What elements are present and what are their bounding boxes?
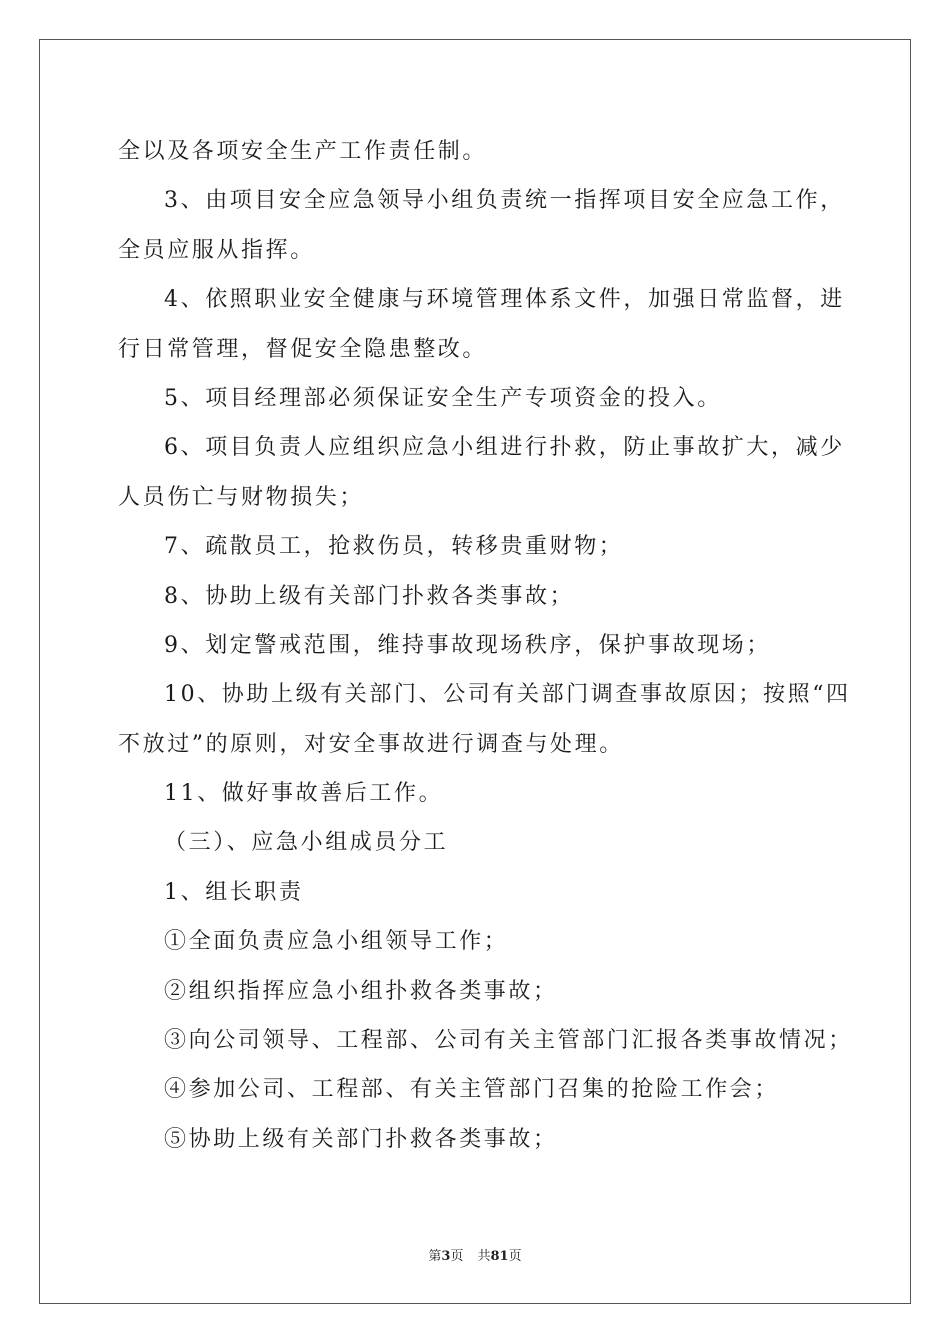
text-line: 全以及各项安全生产工作责任制。 — [118, 139, 488, 164]
text-line: 7、疏散员工，抢救伤员，转移贵重财物； — [164, 534, 624, 560]
text-line: 5、项目经理部必须保证安全生产专项资金的投入。 — [164, 385, 722, 411]
text-line: 9、划定警戒范围，维持事故现场秩序，保护事故现场； — [164, 632, 771, 658]
text-line: 不放过”的原则，对安全事故进行调查与处理。 — [118, 731, 624, 757]
text-line: 4、依照职业安全健康与环境管理体系文件，加强日常监督，进 — [164, 287, 845, 313]
document-body — [118, 127, 853, 1164]
page-footer — [0, 1245, 950, 1264]
page-number: 3 — [441, 1249, 451, 1264]
text-line: 人员伤亡与财物损失； — [118, 484, 365, 510]
text-line: 11、做好事故善后工作。 — [164, 781, 444, 807]
text-line: 3、由项目安全应急领导小组负责统一指挥项目安全应急工作， — [164, 188, 845, 214]
total-prefix: 共 — [477, 1249, 491, 1264]
list-item: ⑤协助上级有关部门扑救各类事故； — [164, 1126, 558, 1152]
page-suffix: 页 — [450, 1249, 464, 1264]
text-line: 行日常管理，督促安全隐患整改。 — [118, 336, 488, 362]
text-line: 6、项目负责人应组织应急小组进行扑救，防止事故扩大，减少 — [164, 435, 845, 461]
list-item: ②组织指挥应急小组扑救各类事故； — [164, 978, 558, 1004]
list-item: ④参加公司、工程部、有关主管部门召集的抢险工作会； — [164, 1077, 780, 1103]
section-heading: （三）、应急小组成员分工 — [164, 830, 449, 856]
total-suffix: 页 — [508, 1249, 522, 1264]
text-line: 10、协助上级有关部门、公司有关部门调查事故原因；按照“四 — [164, 682, 851, 708]
page-prefix: 第 — [428, 1249, 442, 1264]
subsection-heading: 1、组长职责 — [164, 879, 304, 905]
text-line: 全员应服从指挥。 — [118, 237, 315, 263]
list-item: ③向公司领导、工程部、公司有关主管部门汇报各类事故情况； — [164, 1028, 853, 1054]
total-pages: 81 — [490, 1249, 509, 1264]
list-item: ①全面负责应急小组领导工作； — [164, 929, 509, 955]
text-line: 8、协助上级有关部门扑救各类事故； — [164, 583, 575, 609]
